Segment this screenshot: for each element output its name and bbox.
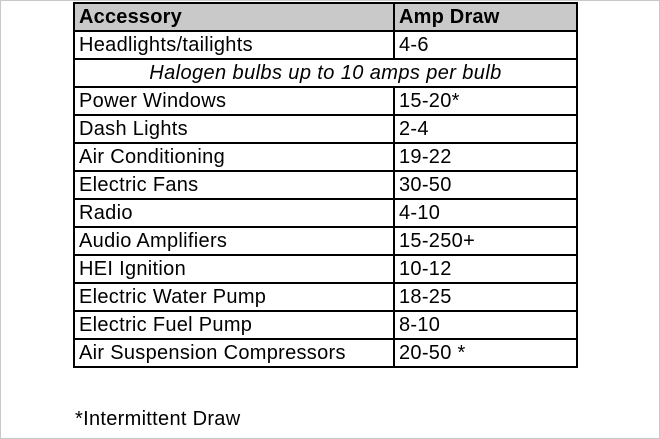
amp-draw-cell: 18-25 [394, 283, 577, 311]
accessory-cell: Dash Lights [74, 115, 394, 143]
header-accessory: Accessory [74, 3, 394, 31]
accessory-cell: HEI Ignition [74, 255, 394, 283]
table-header-row [74, 3, 577, 31]
table-row [74, 311, 577, 339]
table-row [74, 171, 577, 199]
amp-draw-cell: 20-50 * [394, 339, 577, 367]
accessory-cell: Headlights/tailights [74, 31, 394, 59]
table-row [74, 143, 577, 171]
accessory-cell: Radio [74, 199, 394, 227]
amp-draw-cell: 19-22 [394, 143, 577, 171]
halogen-note: Halogen bulbs up to 10 amps per bulb [74, 59, 577, 87]
amp-draw-cell: 4-6 [394, 31, 577, 59]
table-row [74, 283, 577, 311]
intermittent-draw-footnote: *Intermittent Draw [75, 408, 241, 430]
amp-draw-cell: 8-10 [394, 311, 577, 339]
table-row [74, 339, 577, 367]
amp-draw-cell: 15-250+ [394, 227, 577, 255]
accessory-cell: Power Windows [74, 87, 394, 115]
accessory-cell: Air Conditioning [74, 143, 394, 171]
amp-draw-cell: 30-50 [394, 171, 577, 199]
amp-draw-cell: 15-20* [394, 87, 577, 115]
table-row [74, 227, 577, 255]
accessory-cell: Electric Fuel Pump [74, 311, 394, 339]
amp-draw-cell: 10-12 [394, 255, 577, 283]
header-amp-draw: Amp Draw [394, 3, 577, 31]
accessory-cell: Audio Amplifiers [74, 227, 394, 255]
table-row [74, 199, 577, 227]
accessory-cell: Electric Water Pump [74, 283, 394, 311]
accessory-cell: Air Suspension Compressors [74, 339, 394, 367]
amp-draw-cell: 2-4 [394, 115, 577, 143]
table-row [74, 115, 577, 143]
table-note-row [74, 59, 577, 87]
table-row [74, 87, 577, 115]
amp-draw-table [73, 2, 578, 368]
accessory-cell: Electric Fans [74, 171, 394, 199]
table-row [74, 31, 577, 59]
table-row [74, 255, 577, 283]
amp-draw-cell: 4-10 [394, 199, 577, 227]
